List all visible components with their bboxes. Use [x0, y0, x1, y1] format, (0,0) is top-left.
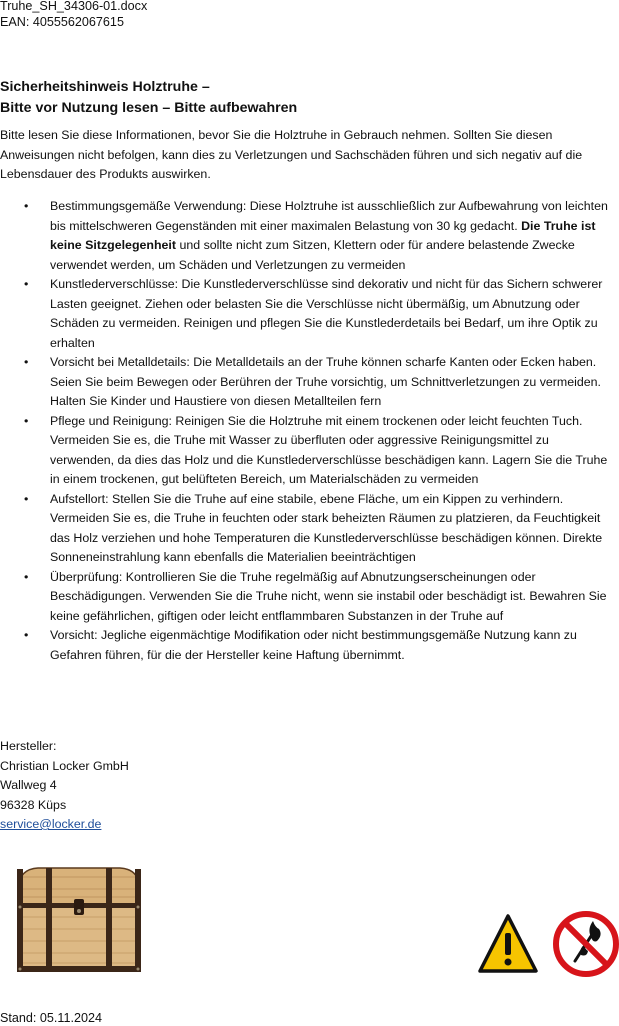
- manufacturer-company: Christian Locker GmbH: [0, 758, 129, 773]
- bullet-dot-icon: •: [24, 199, 29, 213]
- ean-number: EAN: 4055562067615: [0, 15, 124, 29]
- title-line-1: Sicherheitshinweis Holztruhe –: [0, 79, 210, 95]
- bullet-item-location: • Aufstellort: Stellen Sie die Truhe auf eine stabile, ebene Fläche, um ein Kippen zu verhindern. Vermeiden Sie es, die Truhe in feuchten oder stark beheizten Räumen zu platzieren, da Feuchtigkeit das Holz verziehen und hohe Temperaturen die Kunstlederverschlüsse beschädigen können. Direkte Sonneneinstrahlung kann ebenfalls die Materialien beeinträchtigen: [24, 491, 603, 564]
- page-title: [0, 77, 615, 119]
- bullet-item-caution: • Vorsicht: Jegliche eigenmächtige Modifikation oder nicht bestimmungsgemäße Nutzung kann zu Gefahren führen, für die der Hersteller keine Haftung übernimmt.: [24, 628, 577, 662]
- bullet-item-care-cleaning: • Pflege und Reinigung: Reinigen Sie die Holztruhe mit einem trockenen oder leicht feuchten Tuch. Vermeiden Sie es, die Truhe mit Wasser zu überfluten oder aggressive Reinigungsmittel zu verwenden, da dies das Holz und die Kunstlederverschlüsse beschädigen kann. Lagern Sie die Truhe in einem trockenen, gut belüfteten Bereich, um Materialschäden zu vermeiden: [24, 413, 608, 486]
- warning-triangle-icon: [478, 913, 538, 975]
- bullet-bold-warning: Die Truhe ist keine Sitzgelegenheit: [50, 218, 596, 252]
- bullet-dot-icon: •: [24, 277, 29, 291]
- manufacturer-block: [0, 737, 129, 835]
- manufacturer-email-link[interactable]: service@locker.de: [0, 817, 102, 831]
- bullet-item-inspection: • Überprüfung: Kontrollieren Sie die Truhe regelmäßig auf Abnutzungserscheinungen oder Beschädigungen. Verwenden Sie die Truhe nicht, wenn sie instabil oder beschädigt ist. Bewahren Sie keine gefährlichen, giftigen oder leicht entflammbaren Substanzen in der Truhe auf: [24, 569, 607, 623]
- bullet-dot-icon: •: [24, 491, 29, 506]
- manufacturer-street: Wallweg 4: [0, 778, 57, 792]
- wooden-chest-image: [14, 865, 144, 977]
- document-filename: Truhe_SH_34306-01.docx: [0, 0, 148, 13]
- bullet-dot-icon: •: [24, 569, 29, 584]
- bullet-dot-icon: •: [24, 355, 29, 369]
- bullet-dot-icon: •: [24, 413, 29, 428]
- bullet-item-usage: • Bestimmungsgemäße Verwendung: Diese Holztruhe ist ausschließlich zur Aufbewahrung von leichten bis mittelschweren Gegenständen mit einer maximalen Belastung von 30 kg gedacht. Die Truhe ist keine Sitzgelegenheit und sollte nicht zum Sitzen, Klettern oder für andere belastende Zwecke verwendet werden, um Schäden und Verletzungen zu vermeiden: [24, 199, 608, 272]
- safety-bullet-list: [0, 197, 614, 665]
- manufacturer-city: 96328 Küps: [0, 797, 67, 812]
- bullet-item-leather-clasps: • Kunstlederverschlüsse: Die Kunstlederverschlüsse sind dekorativ und nicht für das Sichern schwerer Lasten geeignet. Ziehen oder belasten Sie die Verschlüsse nicht übermäßig, um Abnutzung oder Schäden zu vermeiden. Reinigen und pflegen Sie die Kunstlederdetails bei Bedarf, um ihre Optik zu erhalten: [24, 277, 603, 350]
- manufacturer-label: Hersteller:: [0, 739, 57, 753]
- bullet-item-metal-details: • Vorsicht bei Metalldetails: Die Metalldetails an der Truhe können scharfe Kanten oder Ecken haben. Seien Sie beim Bewegen oder Berühren der Truhe vorsichtig, um Schnittverletzungen zu vermeiden. Halten Sie Kinder und Haustiere von diesen Metallteilen fern: [24, 355, 601, 408]
- intro-paragraph: Bitte lesen Sie diese Informationen, bevor Sie die Holztruhe in Gebrauch nehmen. Sollten Sie diesen Anweisungen nicht befolgen, kann dies zu Verletzungen und Sachschäden führen und sich negativ auf die Lebensdauer des Produkts auswirken.: [0, 128, 583, 181]
- bullet-dot-icon: •: [24, 628, 29, 642]
- document-date: Stand: 05.11.2024: [0, 1011, 103, 1025]
- title-line-2: Bitte vor Nutzung lesen – Bitte aufbewahren: [0, 100, 298, 116]
- no-open-flame-icon: [553, 911, 619, 977]
